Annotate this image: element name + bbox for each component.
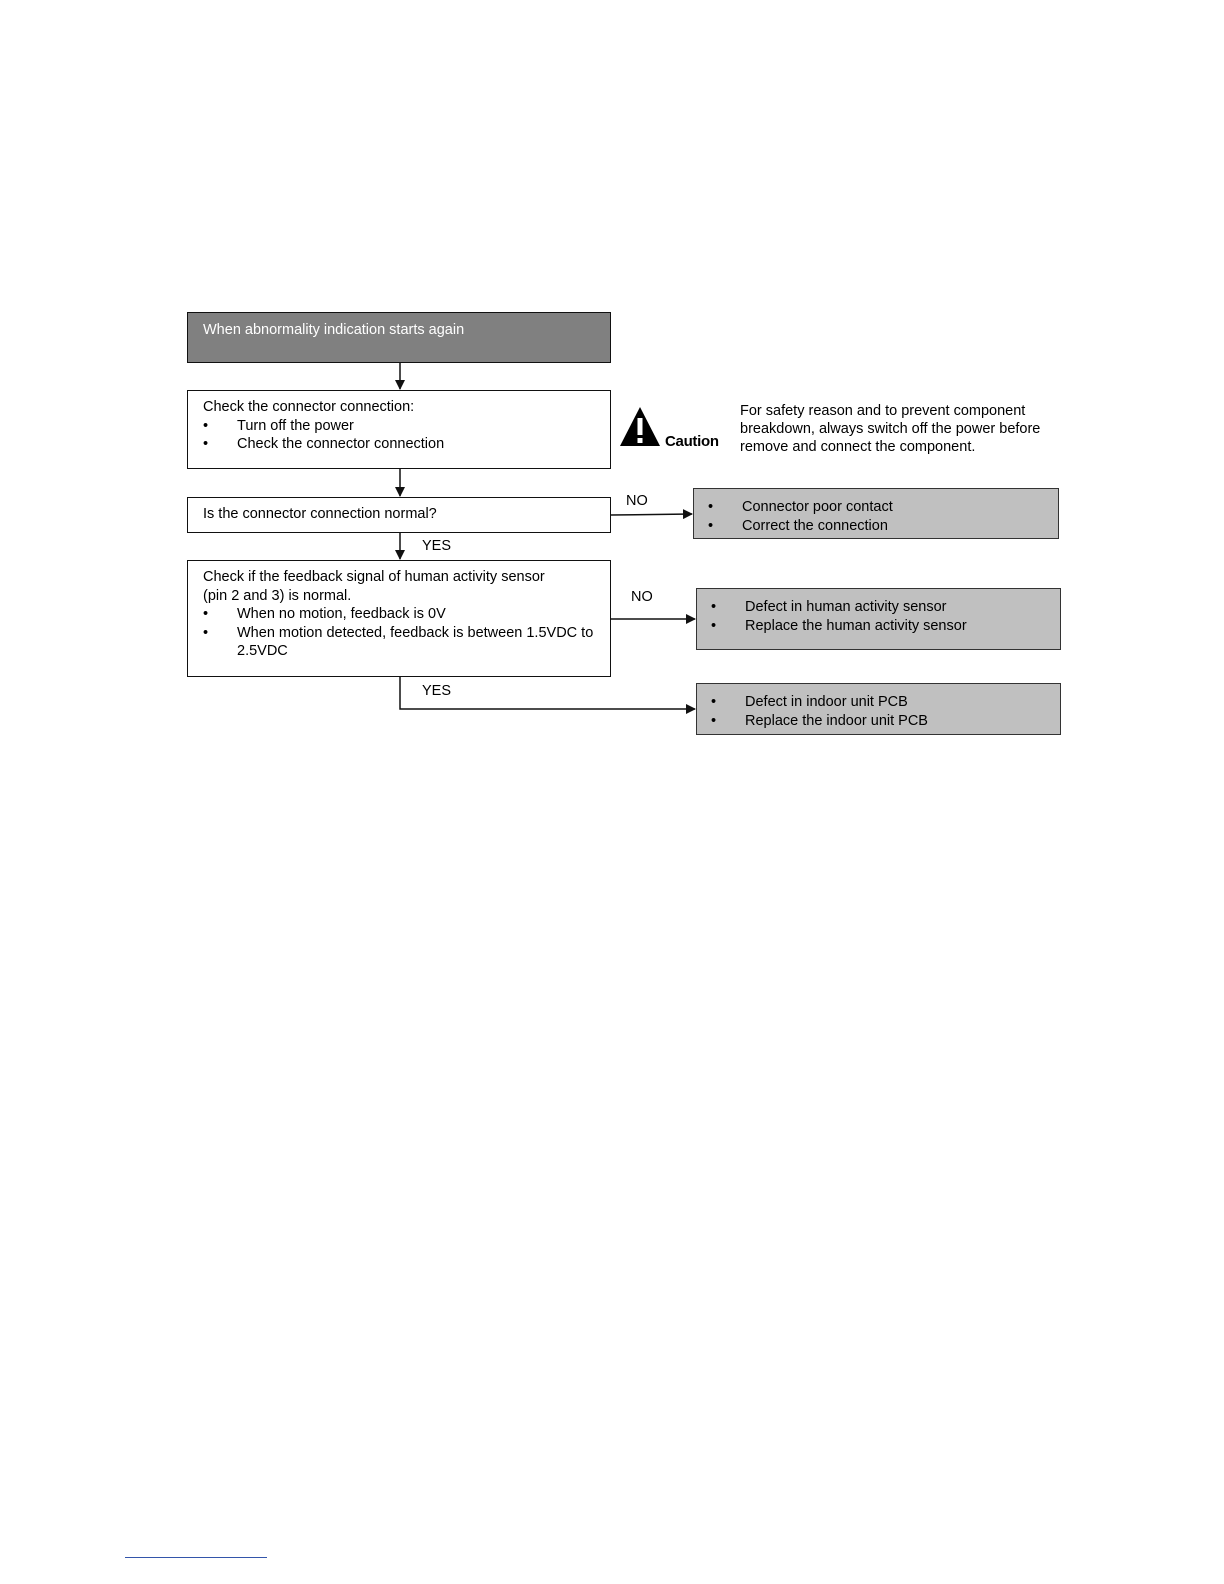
decision-sensor-bullet-2: • When motion detected, feedback is between 1.5VDC to 2.5VDC — [203, 624, 597, 661]
decision-sensor-title-line-1: Check if the feedback signal of human activity sensor — [203, 569, 545, 585]
check-connector-bullet-2: • Check the connector connection — [203, 435, 610, 454]
decision-connector-question: Is the connector connection normal? — [203, 506, 437, 522]
caution-label: Caution — [665, 433, 719, 450]
check-connector-title: Check the connector connection: — [203, 399, 415, 415]
arrow-connector-no — [611, 514, 692, 515]
result-pcb-bullet-2: • Replace the indoor unit PCB — [711, 712, 1060, 731]
decision-sensor-bullet-1: • When no motion, feedback is 0V — [203, 605, 600, 624]
caution-text: For safety reason and to prevent component breakdown, always switch off the power before remove and connect the component. — [740, 403, 1041, 455]
result-connector-box — [693, 488, 1059, 539]
result-sensor-bullet-1: • Defect in human activity sensor — [711, 598, 1060, 617]
start-text: When abnormality indication starts again — [203, 322, 465, 338]
connector-no-label: NO — [626, 493, 648, 509]
result-connector-bullet-1: • Connector poor contact — [708, 498, 1058, 517]
decision-sensor-box — [187, 560, 611, 677]
sensor-no-label: NO — [631, 589, 653, 605]
result-pcb-bullet-1: • Defect in indoor unit PCB — [711, 693, 1060, 712]
result-sensor-bullet-2: • Replace the human activity sensor — [711, 617, 1060, 636]
footer-rule — [125, 1557, 267, 1558]
connector-yes-label: YES — [422, 538, 452, 554]
decision-connector-box — [187, 497, 611, 533]
check-connector-box — [187, 390, 611, 469]
result-pcb-box — [696, 683, 1061, 735]
sensor-yes-label: YES — [422, 683, 452, 699]
warning-triangle-icon — [618, 405, 662, 449]
decision-sensor-title-line-2: (pin 2 and 3) is normal. — [203, 587, 352, 604]
start-box — [187, 312, 611, 363]
check-connector-bullet-1: • Turn off the power — [203, 417, 610, 436]
result-sensor-box — [696, 588, 1061, 650]
result-connector-bullet-2: • Correct the connection — [708, 517, 1058, 536]
